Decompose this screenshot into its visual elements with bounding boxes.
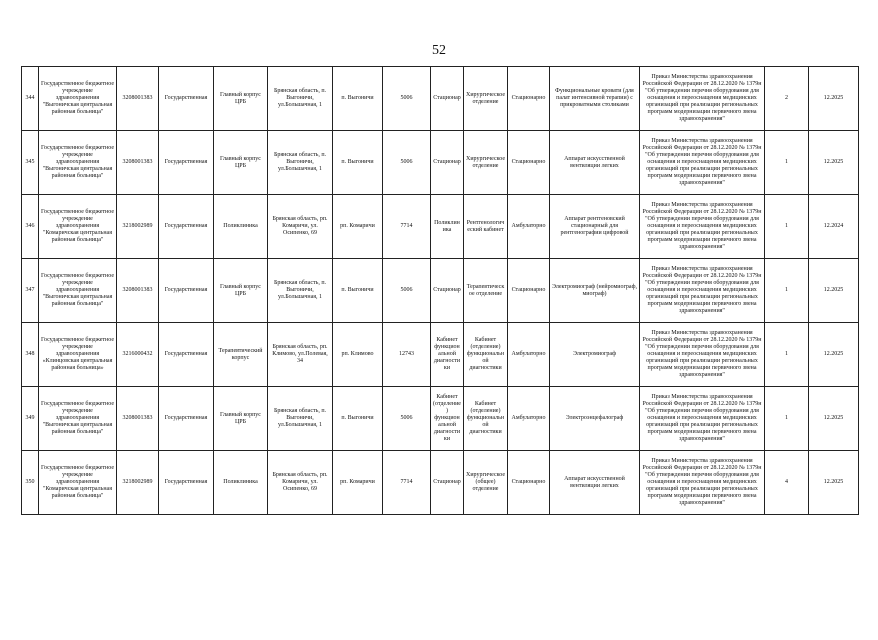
address: Брянская область, рп. Климово, ул.Полевая, 34 [268, 323, 333, 387]
legal-document: Приказ Министерства здравоохранения Российской Федерации от 28.12.2020 № 1379н "Об утверждении перечня оборудования для оснащения и переоснащения медицинских организаций при реализации региональных программ модернизации первичного звена здравоохранения" [640, 451, 765, 515]
ownership-type: Государственная [159, 259, 214, 323]
unit: Стационар [431, 131, 464, 195]
quantity: 1 [765, 195, 809, 259]
quantity: 4 [765, 451, 809, 515]
table-row [22, 67, 859, 131]
row-number: 345 [22, 131, 39, 195]
unit: Стационар [431, 259, 464, 323]
organization-name: Государственное бюджетное учреждение здравоохранения "Комаричская центральная районная больница" [39, 451, 117, 515]
organization-code: 3218002989 [117, 451, 159, 515]
ownership-type: Государственная [159, 323, 214, 387]
care-type: Амбулаторно [508, 323, 550, 387]
organization-code: 3216000432 [117, 323, 159, 387]
table-row [22, 387, 859, 451]
unit: Кабинет (отделение) функциональной диагностики [431, 387, 464, 451]
building-name: Главный корпус ЦРБ [214, 259, 268, 323]
row-number: 349 [22, 387, 39, 451]
due-date: 12.2025 [809, 323, 859, 387]
organization-name: Государственное бюджетное учреждение здравоохранения «Клинцовская центральная районная больница» [39, 323, 117, 387]
department: Хирургическое отделение [464, 131, 508, 195]
care-type: Стационарно [508, 131, 550, 195]
locality: п. Выгоничи [333, 67, 383, 131]
row-number: 350 [22, 451, 39, 515]
row-number: 346 [22, 195, 39, 259]
department: Кабинет (отделение) функциональной диагностики [464, 387, 508, 451]
legal-document: Приказ Министерства здравоохранения Российской Федерации от 28.12.2020 № 1379н "Об утверждении перечня оборудования для оснащения и переоснащения медицинских организаций при реализации региональных программ модернизации первичного звена здравоохранения" [640, 387, 765, 451]
locality: п. Выгоничи [333, 259, 383, 323]
oktmo-code: 12743 [383, 323, 431, 387]
unit: Стационар [431, 67, 464, 131]
due-date: 12.2025 [809, 259, 859, 323]
legal-document: Приказ Министерства здравоохранения Российской Федерации от 28.12.2020 № 1379н "Об утверждении перечня оборудования для оснащения и переоснащения медицинских организаций при реализации региональных программ модернизации первичного звена здравоохранения" [640, 131, 765, 195]
organization-code: 3208001383 [117, 131, 159, 195]
department: Хирургическое отделение [464, 67, 508, 131]
locality: рп. Комаричи [333, 451, 383, 515]
organization-name: Государственное бюджетное учреждение здравоохранения "Выгоничская центральная районная больница" [39, 67, 117, 131]
due-date: 12.2025 [809, 387, 859, 451]
quantity: 2 [765, 67, 809, 131]
address: Брянская область, п. Выгоничи, ул.Большачная, 1 [268, 67, 333, 131]
organization-name: Государственное бюджетное учреждение здравоохранения "Выгоничская центральная районная больница" [39, 131, 117, 195]
oktmo-code: 5006 [383, 131, 431, 195]
equipment: Электроэнцефалограф [550, 387, 640, 451]
quantity: 1 [765, 323, 809, 387]
building-name: Поликлиника [214, 195, 268, 259]
equipment: Функциональные кровати (для палат интенсивной терапии) с прикроватными столиками [550, 67, 640, 131]
address: Брянская область, п. Выгоничи, ул.Большачная, 1 [268, 259, 333, 323]
department: Терапевтическое отделение [464, 259, 508, 323]
table-row [22, 259, 859, 323]
table-row [22, 451, 859, 515]
address: Брянская область, рп. Комаричи, ул. Осипенко, 69 [268, 451, 333, 515]
equipment: Электромиограф [550, 323, 640, 387]
oktmo-code: 5006 [383, 387, 431, 451]
oktmo-code: 7714 [383, 451, 431, 515]
locality: рп. Комаричи [333, 195, 383, 259]
table-row [22, 131, 859, 195]
row-number: 348 [22, 323, 39, 387]
due-date: 12.2024 [809, 195, 859, 259]
row-number: 347 [22, 259, 39, 323]
legal-document: Приказ Министерства здравоохранения Российской Федерации от 28.12.2020 № 1379н "Об утверждении перечня оборудования для оснащения и переоснащения медицинских организаций при реализации региональных программ модернизации первичного звена здравоохранения" [640, 195, 765, 259]
organization-name: Государственное бюджетное учреждение здравоохранения "Выгоничская центральная районная больница" [39, 387, 117, 451]
oktmo-code: 5006 [383, 259, 431, 323]
care-type: Амбулаторно [508, 387, 550, 451]
locality: п. Выгоничи [333, 131, 383, 195]
organization-code: 3208001383 [117, 259, 159, 323]
organization-code: 3218002989 [117, 195, 159, 259]
table-body [22, 67, 859, 515]
building-name: Главный корпус ЦРБ [214, 387, 268, 451]
page-number: 52 [432, 43, 446, 58]
equipment: Аппарат рентгеновский стационарный для рентгенографии цифровой [550, 195, 640, 259]
care-type: Стационарно [508, 451, 550, 515]
ownership-type: Государственная [159, 195, 214, 259]
care-type: Амбулаторно [508, 195, 550, 259]
quantity: 1 [765, 131, 809, 195]
organization-name: Государственное бюджетное учреждение здравоохранения "Выгоничская центральная районная больница" [39, 259, 117, 323]
department: Кабинет (отделение) функциональной диагностики [464, 323, 508, 387]
care-type: Стационарно [508, 259, 550, 323]
ownership-type: Государственная [159, 387, 214, 451]
organization-code: 3208001383 [117, 387, 159, 451]
table-row [22, 323, 859, 387]
equipment: Аппарат искусственной вентиляции легких [550, 131, 640, 195]
legal-document: Приказ Министерства здравоохранения Российской Федерации от 28.12.2020 № 1379н "Об утверждении перечня оборудования для оснащения и переоснащения медицинских организаций при реализации региональных программ модернизации первичного звена здравоохранения" [640, 259, 765, 323]
unit: Стационар [431, 451, 464, 515]
unit: Кабинет функциональной диагностики [431, 323, 464, 387]
building-name: Главный корпус ЦРБ [214, 131, 268, 195]
row-number: 344 [22, 67, 39, 131]
building-name: Поликлиника [214, 451, 268, 515]
equipment: Аппарат искусственной вентиляции легких [550, 451, 640, 515]
equipment-registry-table [21, 66, 859, 515]
department: Рентгенологический кабинет [464, 195, 508, 259]
organization-code: 3208001383 [117, 67, 159, 131]
quantity: 1 [765, 387, 809, 451]
locality: рп. Климово [333, 323, 383, 387]
legal-document: Приказ Министерства здравоохранения Российской Федерации от 28.12.2020 № 1379н "Об утверждении перечня оборудования для оснащения и переоснащения медицинских организаций при реализации региональных программ модернизации первичного звена здравоохранения" [640, 323, 765, 387]
address: Брянская область, п. Выгоничи, ул.Большачная, 1 [268, 387, 333, 451]
due-date: 12.2025 [809, 451, 859, 515]
address: Брянская область, рп. Комаричи, ул. Осипенко, 69 [268, 195, 333, 259]
due-date: 12.2025 [809, 131, 859, 195]
unit: Поликлиника [431, 195, 464, 259]
organization-name: Государственное бюджетное учреждение здравоохранения "Комаричская центральная районная больница" [39, 195, 117, 259]
ownership-type: Государственная [159, 451, 214, 515]
address: Брянская область, п. Выгоничи, ул.Большачная, 1 [268, 131, 333, 195]
equipment: Электромиограф (нейромиограф, миограф) [550, 259, 640, 323]
care-type: Стационарно [508, 67, 550, 131]
due-date: 12.2025 [809, 67, 859, 131]
ownership-type: Государственная [159, 131, 214, 195]
locality: п. Выгоничи [333, 387, 383, 451]
building-name: Терапевтический корпус [214, 323, 268, 387]
oktmo-code: 7714 [383, 195, 431, 259]
building-name: Главный корпус ЦРБ [214, 67, 268, 131]
table-row [22, 195, 859, 259]
ownership-type: Государственная [159, 67, 214, 131]
oktmo-code: 5006 [383, 67, 431, 131]
quantity: 1 [765, 259, 809, 323]
legal-document: Приказ Министерства здравоохранения Российской Федерации от 28.12.2020 № 1379н "Об утверждении перечня оборудования для оснащения и переоснащения медицинских организаций при реализации региональных программ модернизации первичного звена здравоохранения" [640, 67, 765, 131]
department: Хирургическое (общее) отделение [464, 451, 508, 515]
